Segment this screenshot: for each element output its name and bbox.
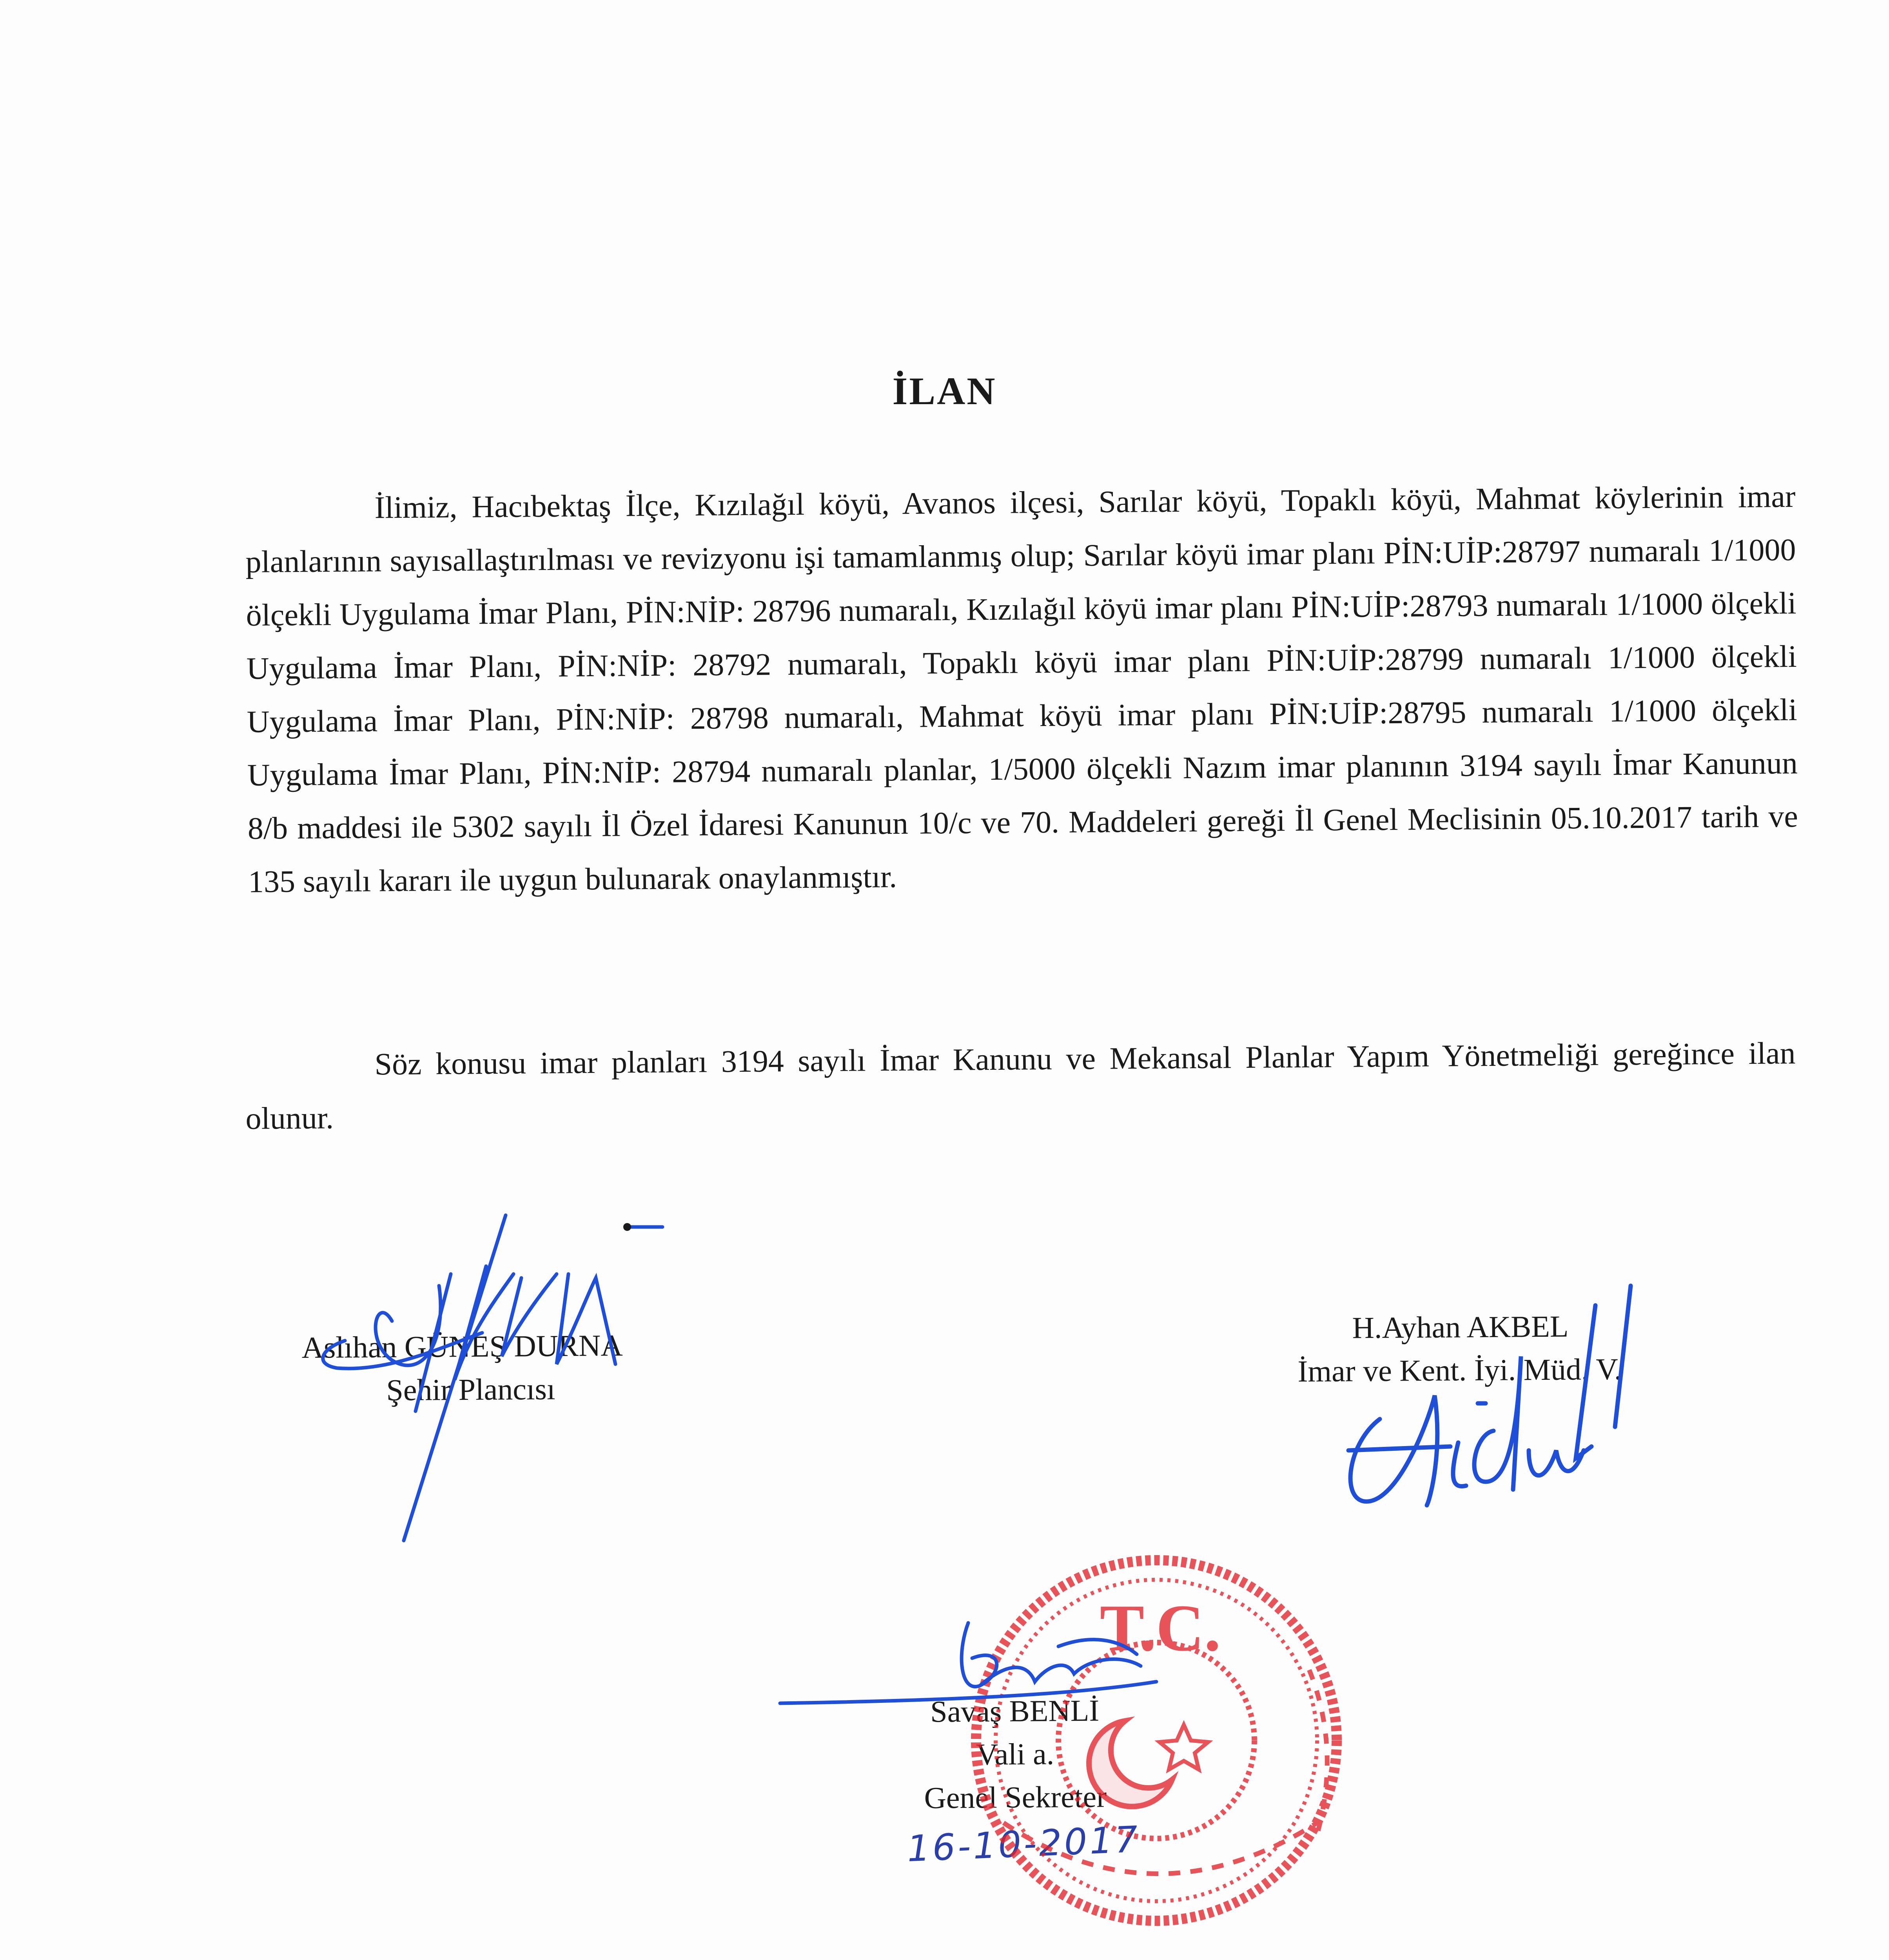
director-name: H.Ayhan AKBEL xyxy=(1352,1309,1569,1345)
announcement-paragraph-1: İlimiz, Hacıbektaş İlçe, Kızılağıl köyü, Avanos ilçesi, Sarılar köyü, Topaklı köyü, Mahmat köylerinin imar planlarının sayısallaştırılması ve revizyonu işi tamamlanmış olup; Sarılar köyü imar planı PİN:UİP:28797 numaralı 1/1000 ölçekli Uygulama İmar Planı, PİN:NİP: 28796 numaralı, Kızılağıl köyü imar planı PİN:UİP:28793 numaralı 1/1000 ölçekli Uygulama İmar Planı, PİN:NİP: 28792 numaralı, Topaklı köyü imar planı PİN:UİP:28799 numaralı 1/1000 ölçekli Uygulama İmar Planı, PİN:NİP: 28798 numaralı, Mahmat köyü imar planı PİN:UİP:28795 numaralı 1/1000 ölçekli Uygulama İmar Planı, PİN:NİP: 28794 numaralı planlar, 1/5000 ölçekli Nazım imar planının 3194 sayılı İmar Kanunun 8/b maddesi ile 5302 sayılı İl Özel İdaresi Kanunun 10/c ve 70. Maddeleri gereği İl Genel Meclisinin 05.10.2017 tarih ve 135 sayılı kararı ile uygun bulunarak onaylanmıştır. xyxy=(245,479,1798,899)
signature-block-planner xyxy=(301,1324,623,1412)
secretary-title: Genel Sekreter xyxy=(924,1779,1107,1815)
handwritten-date: 16-10-2017 xyxy=(906,1818,1141,1870)
secretary-name: Savaş BENLİ xyxy=(930,1693,1100,1729)
director-title: İmar ve Kent. İyi. Müd. V. xyxy=(1297,1352,1622,1388)
planner-name: Aslıhan GÜNEŞ DURNA xyxy=(301,1328,623,1365)
seal-text: T.C. xyxy=(1100,1591,1221,1665)
signature-block-secretary xyxy=(877,1689,1153,1870)
signature-block-director xyxy=(1297,1305,1622,1393)
planner-title: Şehir Plancısı xyxy=(386,1372,555,1407)
secretary-line2: Vali a. xyxy=(976,1737,1054,1771)
announcement-paragraph-2: Söz konusu imar planları 3194 sayılı İmar Kanunu ve Mekansal Planlar Yapım Yönetmeliği gereğince ilan olunur. xyxy=(245,1036,1796,1136)
document-title: İLAN xyxy=(892,369,997,413)
